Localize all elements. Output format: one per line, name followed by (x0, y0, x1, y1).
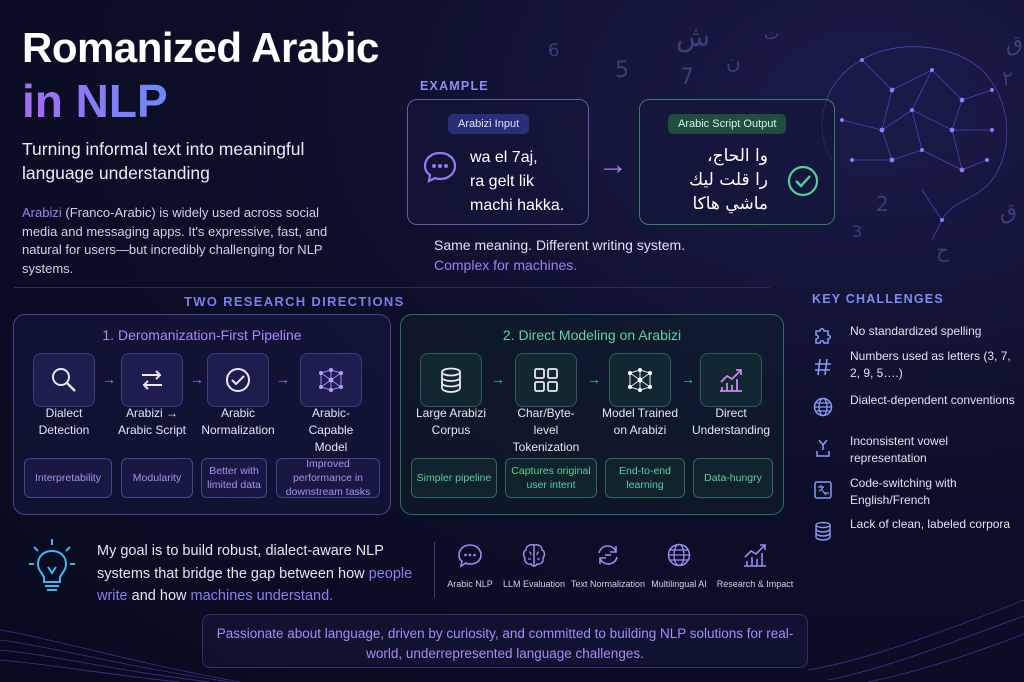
research-heading: TWO RESEARCH DIRECTIONS (184, 294, 405, 309)
benefit-tag: Better with limited data (201, 458, 267, 498)
check-circle-icon (223, 365, 253, 395)
check-circle-icon (786, 164, 820, 198)
closing-banner (202, 614, 808, 668)
arrow-icon: → (276, 371, 290, 387)
step-label: Arabic-Capable Model (308, 406, 354, 454)
step-label: Char/Byte-level Tokenization (512, 406, 580, 454)
closing-statement: Passionate about language, driven by curiosity, and committed to building NLP solutions for real-world, underrepresented language challenges. (216, 626, 794, 661)
bg-glyph: 7 (680, 65, 694, 90)
hash-icon (812, 356, 834, 378)
page-subtitle: Turning informal text into meaningful language understanding (22, 139, 305, 183)
bg-glyph: 5 (615, 58, 629, 83)
goal-text: My goal is to build robust, dialect-aware NLP systems that bridge the gap between how (97, 543, 384, 582)
challenges-heading: KEY CHALLENGES (812, 292, 944, 306)
step-label: Model Trained on Arabizi (601, 406, 679, 437)
pipeline-step (601, 353, 679, 439)
interest-label: Text Normalization (570, 579, 646, 589)
chart-icon (741, 541, 769, 569)
grid-icon (531, 365, 561, 395)
goal-keyword: people write (97, 565, 413, 604)
interest-item (650, 541, 708, 589)
translate-icon (812, 479, 834, 501)
bg-glyph: ش (676, 20, 711, 53)
refresh-icon (594, 541, 622, 569)
arabic-output-card (639, 99, 835, 225)
vertical-divider (434, 542, 435, 598)
challenge-label: Dialect-dependent conventions (850, 393, 1015, 407)
deromanization-panel (13, 314, 391, 515)
panel-title: 2. Direct Modeling on Arabizi (502, 327, 682, 343)
search-icon (49, 365, 79, 395)
benefit-tag: Data-hungry (693, 458, 773, 498)
bg-glyph: 6 (548, 40, 560, 61)
pipeline-step (25, 353, 103, 439)
swap-arrows-icon (137, 365, 167, 395)
example-heading: EXAMPLE (420, 79, 489, 93)
globe-icon (665, 541, 693, 569)
chat-bubble-icon (456, 541, 484, 569)
arrow-icon: → (681, 371, 695, 387)
pipeline-step (692, 353, 770, 439)
brain-icon (520, 541, 548, 569)
intro-text: (Franco-Arabic) is widely used across social media and messaging apps. It's expressive, fast, and natural for users—but incredibly challenging for NLP systems. (22, 205, 328, 276)
pipeline-step (412, 353, 490, 439)
pipeline-step (507, 353, 585, 456)
challenge-label: Lack of clean, labeled corpora (850, 517, 1011, 531)
neural-network-icon (625, 365, 655, 395)
growth-chart-icon (716, 365, 746, 395)
arabizi-sample-text: wa el 7aj, ra gelt lik machi hakka. (470, 149, 565, 214)
arrow-icon: → (491, 371, 505, 387)
chat-bubble-icon (422, 150, 458, 184)
benefit-tag: Simpler pipeline (411, 458, 497, 498)
benefit-tag: Modularity (121, 458, 193, 498)
bg-glyph: ت (764, 24, 780, 43)
arrow-icon: → (190, 371, 204, 387)
goal-keyword: machines understand. (190, 588, 334, 604)
goal-text: and how (127, 588, 191, 604)
database-icon (812, 520, 834, 542)
challenge-label: No standardized spelling (850, 324, 982, 338)
pipeline-step (199, 353, 277, 439)
intro-term: Arabizi (22, 205, 62, 220)
bg-glyph: ح (936, 238, 949, 262)
page-title-highlight: in NLP (22, 75, 168, 127)
interest-label: Research & Impact (716, 579, 794, 589)
goal-statement (97, 540, 427, 608)
challenge-label: Code-switching with English/French (850, 476, 957, 507)
interest-item (501, 541, 567, 589)
step-label: Direct Understanding (692, 406, 771, 437)
neural-network-icon (316, 365, 346, 395)
pipeline-step (292, 353, 370, 456)
challenge-label: Numbers used as letters (3, 7, 2, 9, 5….) (850, 349, 1011, 380)
interest-label: Multilingual AI (651, 579, 707, 589)
database-icon (436, 365, 466, 395)
arrows-down-icon (812, 437, 834, 459)
benefit-tag: Improved performance in downstream tasks (276, 458, 380, 498)
arabizi-input-card (407, 99, 589, 225)
section-divider (14, 287, 770, 288)
lightbulb-icon (28, 537, 76, 599)
step-label: Arabic Normalization (201, 406, 275, 437)
step-label: Dialect Detection (38, 406, 90, 437)
bg-glyph: ن (726, 50, 741, 74)
arrow-icon: → (587, 371, 601, 387)
direct-modeling-panel (400, 314, 784, 515)
interest-label: Arabic NLP (447, 579, 493, 589)
bg-glyph: 3 (852, 222, 863, 241)
example-caption: Same meaning. Different writing system. (434, 237, 686, 253)
globe-icon (812, 396, 834, 418)
intro-paragraph (22, 204, 357, 278)
interest-item (570, 541, 646, 589)
benefit-tag: End-to-end learning (605, 458, 685, 498)
puzzle-icon (812, 325, 834, 347)
arabic-script-text: وا الحاج، را قلت ليك ماشي هاكا (689, 146, 768, 214)
bg-glyph: 2 (876, 192, 889, 216)
benefit-tag: Captures original user intent (505, 458, 597, 498)
arrow-right-icon: → (598, 148, 628, 181)
page-title: Romanized Arabic (22, 24, 379, 71)
interest-item (446, 541, 494, 589)
input-badge: Arabizi Input (448, 114, 529, 134)
bg-glyph: ق (1000, 200, 1018, 225)
challenge-label: Inconsistent vowel representation (850, 434, 949, 465)
bg-glyph: ٢ (1002, 66, 1013, 90)
step-label: Large Arabizi Corpus (415, 406, 487, 437)
output-badge: Arabic Script Output (668, 114, 786, 134)
step-label: Arabizi → Arabic Script (117, 406, 187, 437)
benefit-tag: Interpretability (24, 458, 112, 498)
pipeline-step (113, 353, 191, 439)
interest-label: LLM Evaluation (502, 579, 566, 589)
interest-item (715, 541, 795, 589)
panel-title: 1. Deromanization-First Pipeline (102, 327, 302, 343)
example-caption-highlight: Complex for machines. (434, 257, 578, 273)
arrow-icon: → (102, 371, 116, 387)
bg-glyph: ق (1006, 32, 1024, 57)
wave-decoration (808, 580, 1024, 682)
